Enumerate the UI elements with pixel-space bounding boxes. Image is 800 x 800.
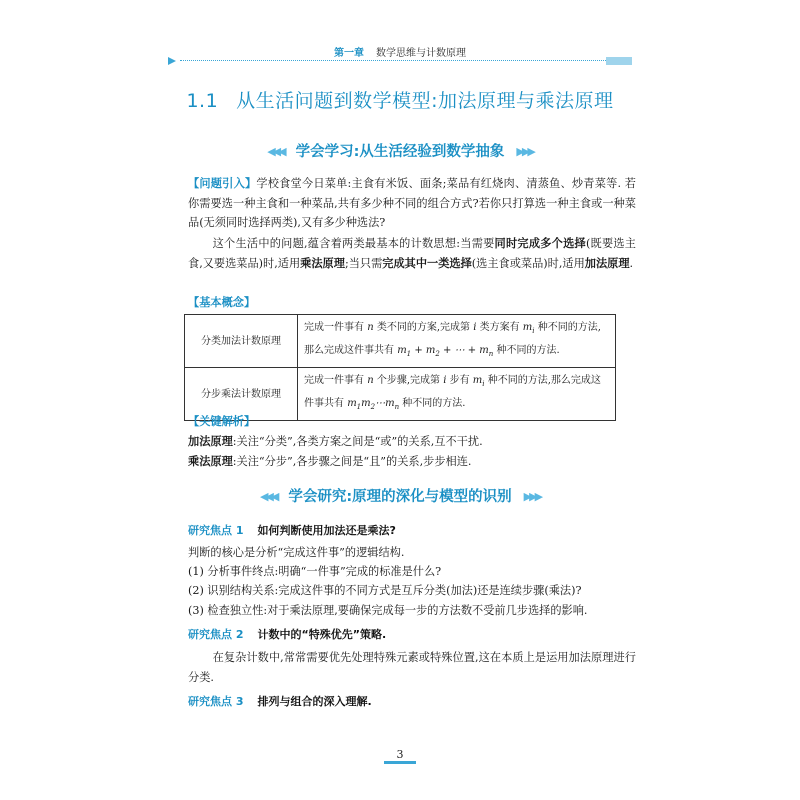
problem-intro	[188, 174, 636, 233]
left-arrows-icon: ◀◀◀	[259, 490, 277, 503]
analysis-emphasis: 乘法原理	[300, 256, 345, 270]
math-i: i	[473, 322, 477, 333]
focus-3-title: 排列与组合的深入理解.	[257, 695, 372, 708]
analysis-text: .	[629, 256, 634, 270]
table-row	[185, 315, 616, 368]
key-add-text: :关注“分类”,各类方案之间是“或”的关系,互不干扰.	[232, 435, 483, 448]
right-arrows-icon: ▶▶▶	[523, 490, 541, 503]
table-cell-description	[298, 315, 616, 368]
concept-table	[184, 314, 616, 421]
focus-3-heading	[188, 693, 372, 709]
chapter-number: 第一章	[334, 48, 364, 59]
desc-text: 完成一件事有	[304, 375, 364, 386]
learn-heading-text: 学会学习:从生活经验到数学抽象	[295, 144, 505, 160]
key-label-line	[188, 412, 636, 432]
math-product: $m_1m_2\cdots m_n$	[347, 398, 400, 411]
math-sum: $m_1 + m_2$ + ⋯ + $m_n$	[397, 345, 494, 358]
analysis-paragraph	[188, 234, 636, 273]
header-rule	[168, 57, 632, 65]
math-n: n	[367, 322, 374, 333]
key-multiplication	[188, 452, 636, 472]
focus-2-title: 计数中的“特殊优先”策略.	[257, 628, 387, 641]
learn-heading	[160, 140, 640, 161]
section-title-text: 从生活问题到数学模型:加法原理与乘法原理	[236, 90, 614, 112]
focus-1-item: (2) 识别结构关系:完成这件事的不同方式是互斥分类(加法)还是连续步骤(乘法)?	[188, 584, 582, 597]
focus-2-text: 在复杂计数中,常常需要优先处理特殊元素或特殊位置,这在本质上是运用加法原理进行分类.	[188, 651, 636, 684]
analysis-text: ;当只需	[344, 256, 383, 270]
concept-label: 【基本概念】	[188, 296, 256, 309]
concept-label-line	[188, 293, 636, 313]
footer-rule	[384, 761, 416, 764]
research-heading	[160, 485, 640, 506]
intro-label: 【问题引入】	[188, 177, 257, 190]
analysis-emphasis: 加法原理	[584, 256, 630, 270]
focus-1-intro: 判断的核心是分析“完成这件事”的逻辑结构.	[188, 546, 405, 559]
left-arrows-icon: ◀◀◀	[267, 145, 284, 158]
chapter-title: 数学思维与计数原理	[376, 48, 466, 59]
desc-text: 种不同的方法,那么完成这件事共有	[304, 322, 601, 356]
desc-text: 种不同的方法,那么完成这件事共有	[304, 375, 601, 409]
focus-1-heading	[188, 522, 396, 538]
analysis-emphasis: 完成其中一类选择	[382, 256, 472, 270]
section-title	[160, 86, 640, 113]
analysis-text: 这个生活中的问题,蕴含着两类最基本的计数思想:当需要	[212, 237, 495, 250]
desc-text: 完成一件事有	[304, 322, 364, 333]
key-addition	[188, 432, 636, 452]
key-add-term: 加法原理	[188, 435, 233, 448]
research-heading-text: 学会研究:原理的深化与模型的识别	[288, 489, 512, 505]
intro-text: 学校食堂今日菜单:主食有米饭、面条;菜品有红烧肉、清蒸鱼、炒青菜等. 若你需要选一种主食和一种菜品,共有多少种不同的组合方式?若你只打算选一种主食或一种菜品(无须同时选择两类),又有多少种选法?	[188, 177, 636, 230]
desc-text: 步有	[449, 375, 470, 386]
focus-1-title: 如何判断使用加法还是乘法?	[257, 524, 396, 537]
key-mul-term: 乘法原理	[188, 455, 233, 468]
header-band	[606, 57, 632, 65]
math-mi: $m_i$	[472, 375, 485, 388]
focus-2-label: 研究焦点 2	[188, 628, 244, 641]
math-mi: $m_i$	[522, 322, 535, 335]
key-mul-text: :关注“分步”,各步骤之间是“且”的关系,步步相连.	[232, 455, 472, 468]
focus-1-item: (1) 分析事件终点:明确“一件事”完成的标准是什么?	[188, 565, 442, 578]
desc-text: 个步骤,完成第	[376, 375, 441, 386]
right-arrows-icon: ▶▶▶	[516, 145, 533, 158]
focus-1-item: (3) 检查独立性:对于乘法原理,要确保完成每一步的方法数不受前几步选择的影响.	[188, 604, 588, 617]
table-cell-name: 分步乘法计数原理	[185, 368, 298, 421]
focus-2-heading	[188, 626, 386, 642]
desc-text: 种不同的方法.	[402, 398, 466, 409]
section-number: 1.1	[186, 90, 219, 112]
focus-1-label: 研究焦点 1	[188, 524, 244, 537]
math-i: i	[443, 375, 447, 386]
analysis-text: (选主食或菜品)时,适用	[471, 256, 585, 270]
dotted-rule	[180, 60, 620, 61]
desc-text: 类不同的方案,完成第	[376, 322, 471, 333]
math-n: n	[367, 375, 374, 386]
focus-3-label: 研究焦点 3	[188, 695, 244, 708]
page-number: 3	[396, 748, 404, 761]
analysis-text: (既要选主食,又要选菜品)时,适用	[188, 237, 636, 270]
desc-text: 种不同的方法.	[496, 345, 560, 356]
analysis-emphasis: 同时完成多个选择	[494, 237, 586, 250]
desc-text: 类方案有	[479, 322, 520, 333]
table-cell-name: 分类加法计数原理	[185, 315, 298, 368]
triangle-marker-icon	[168, 57, 176, 65]
key-label: 【关键解析】	[188, 415, 256, 428]
